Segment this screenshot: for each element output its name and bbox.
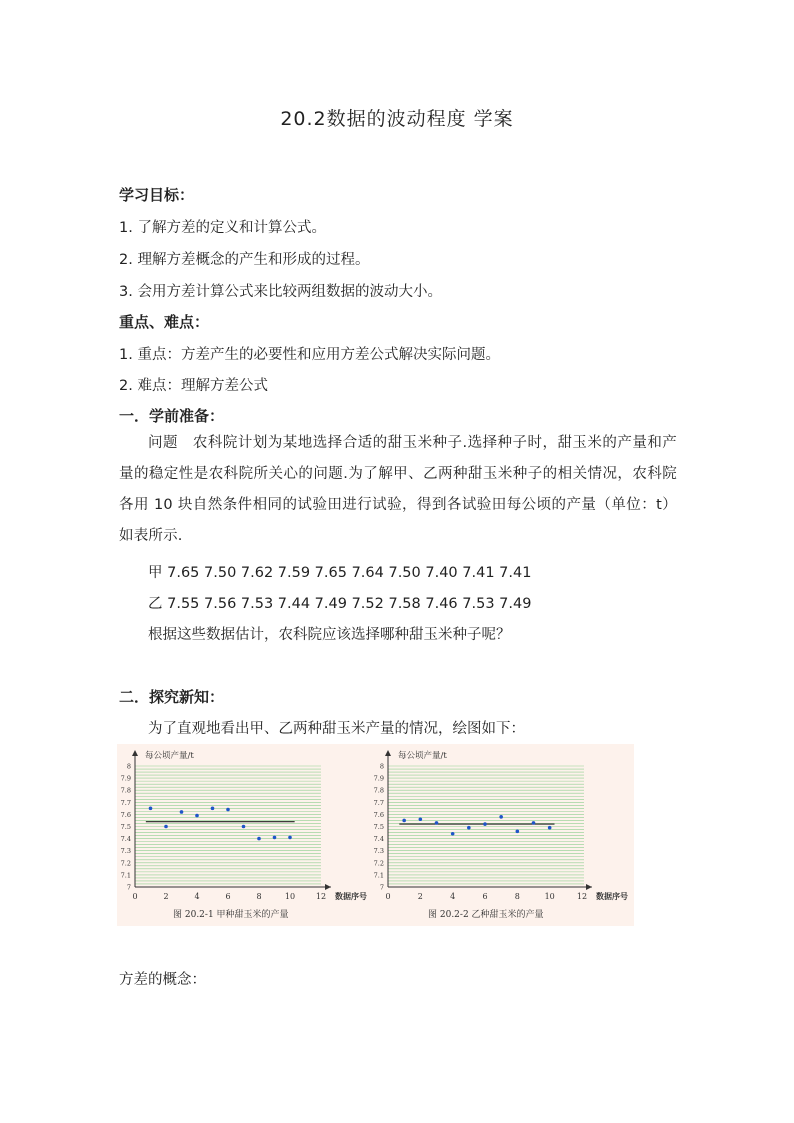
x-tick-label: 2 — [163, 892, 169, 901]
data-point — [164, 825, 168, 829]
x-tick-label: 12 — [315, 892, 327, 901]
question-text: 根据这些数据估计，农科院应该选择哪种甜玉米种子呢？ — [148, 627, 511, 643]
data-point — [211, 807, 215, 811]
chart-yi — [372, 744, 634, 926]
y-axis-arrow — [385, 750, 391, 756]
x-tick-label: 0 — [132, 892, 138, 901]
data-row-yi: 乙 7.55 7.56 7.53 7.44 7.49 7.52 7.58 7.46 7.53 7.49 — [148, 596, 532, 612]
page-title: 20.2数据的波动程度 学案 — [280, 108, 514, 130]
y-tick-label: 7.3 — [120, 847, 131, 856]
data-point — [257, 837, 261, 841]
data-point — [532, 821, 536, 825]
chart-caption: 图 20.2-2 乙种甜玉米的产量 — [428, 910, 544, 920]
y-tick-label: 7.7 — [120, 798, 131, 807]
x-tick-label: 10 — [544, 892, 555, 901]
y-tick-label: 7.8 — [373, 786, 384, 795]
x-tick-label: 6 — [225, 892, 231, 901]
x-axis-arrow — [325, 884, 331, 890]
y-tick-label: 8 — [126, 762, 131, 771]
y-tick-label: 7 — [379, 883, 384, 892]
y-axis-arrow — [132, 750, 138, 756]
data-point — [195, 814, 199, 818]
data-row-jia: 甲 7.65 7.50 7.62 7.59 7.65 7.64 7.50 7.40 7.41 7.41 — [148, 565, 532, 581]
y-tick-label: 7.1 — [120, 871, 131, 880]
y-tick-label: 7.4 — [373, 835, 384, 844]
data-point — [548, 826, 552, 830]
x-axis-label: 数据序号 — [335, 891, 367, 901]
chart-caption: 图 20.2-1 甲种甜玉米的产量 — [173, 910, 289, 920]
y-tick-label: 7.9 — [120, 774, 131, 783]
y-axis-label: 每公顷产量/t — [145, 751, 194, 761]
data-point — [483, 822, 487, 826]
x-axis-label: 数据序号 — [596, 891, 628, 901]
y-tick-label: 7.2 — [120, 859, 131, 868]
chart-jia — [117, 744, 375, 926]
data-point — [288, 836, 292, 840]
data-point — [516, 830, 520, 834]
data-point — [149, 807, 153, 811]
y-tick-label: 7.3 — [373, 847, 384, 856]
problem-paragraph: 问题 农科院计划为某地选择合适的甜玉米种子.选择种子时，甜玉米的产量和产量的稳定性是农科院所关心的问题.为了解甲、乙两种甜玉米种子的相关情况，农科院各用 10 块自然条件相同的试验田进行试验，得到各试验田每公顷的产量（单位：t）如表所示. — [119, 435, 677, 544]
data-point — [242, 825, 246, 829]
variance-concept-label: 方差的概念： — [119, 972, 206, 988]
x-tick-label: 12 — [576, 892, 588, 901]
y-tick-label: 7.2 — [373, 859, 384, 868]
objective-item-2: 2. 理解方差概念的产生和形成的过程。 — [119, 252, 370, 268]
data-point — [273, 836, 277, 840]
chart-yi-svg — [372, 744, 634, 926]
x-axis-arrow — [586, 884, 592, 890]
x-tick-label: 4 — [450, 892, 456, 901]
y-tick-label: 7.4 — [120, 835, 131, 844]
key-points-heading: 重点、难点： — [119, 313, 210, 331]
y-tick-label: 7.8 — [120, 786, 131, 795]
y-tick-label: 7.5 — [373, 823, 384, 831]
chart-jia-svg — [117, 744, 375, 926]
data-point — [451, 832, 455, 836]
x-tick-label: 10 — [284, 892, 296, 901]
section2-intro: 为了直观地看出甲、乙两种甜玉米产量的情况，绘图如下： — [148, 721, 525, 737]
y-tick-label: 7.9 — [373, 774, 384, 783]
y-tick-label: 7.1 — [373, 871, 384, 880]
objectives-heading: 学习目标： — [119, 186, 195, 204]
data-point — [180, 810, 184, 814]
x-tick-label: 8 — [256, 892, 262, 901]
y-axis-label: 每公顷产量/t — [398, 751, 447, 761]
x-tick-label: 0 — [385, 892, 391, 901]
key-point-item-2: 2. 难点：理解方差公式 — [119, 378, 268, 394]
x-tick-label: 6 — [482, 892, 488, 901]
data-point — [419, 817, 423, 821]
data-point — [435, 821, 439, 825]
y-tick-label: 8 — [379, 762, 384, 771]
section1-heading: 一．学前准备： — [119, 407, 225, 425]
data-point — [467, 826, 471, 830]
data-point — [499, 815, 503, 819]
y-tick-label: 7 — [126, 883, 131, 892]
objective-item-3: 3. 会用方差计算公式来比较两组数据的波动大小。 — [119, 284, 442, 300]
x-tick-label: 2 — [417, 892, 423, 901]
y-tick-label: 7.6 — [373, 810, 384, 819]
key-point-item-1: 1. 重点：方差产生的必要性和应用方差公式解决实际问题。 — [119, 347, 500, 363]
x-tick-label: 8 — [514, 892, 520, 901]
x-tick-label: 4 — [194, 892, 200, 901]
data-point — [226, 808, 230, 812]
y-tick-label: 7.5 — [120, 823, 131, 831]
data-point — [402, 819, 406, 823]
section2-heading: 二．探究新知： — [119, 688, 225, 706]
y-tick-label: 7.6 — [120, 810, 131, 819]
y-tick-label: 7.7 — [373, 798, 384, 807]
objective-item-1: 1. 了解方差的定义和计算公式。 — [119, 220, 326, 236]
